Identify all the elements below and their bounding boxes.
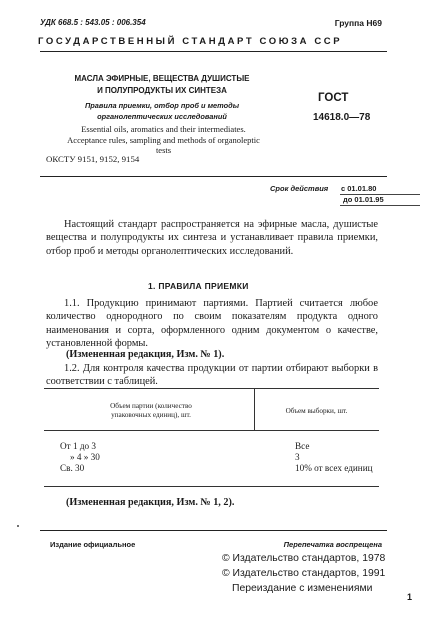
english-line-1: Essential oils, aromatics and their intermediates. bbox=[81, 124, 246, 134]
scan-mark bbox=[17, 525, 19, 527]
english-line-3: tests bbox=[155, 145, 172, 155]
table-header-rule bbox=[44, 430, 379, 431]
page-number: 1 bbox=[406, 592, 412, 602]
paragraph-1-2: 1.2. Для контроля качества продукции от партии отбирают выборки в соответствии с таблицей. bbox=[46, 363, 378, 388]
table-row-2-sample: 3 bbox=[295, 452, 300, 462]
document-subtitle bbox=[72, 100, 252, 122]
group-code: Группа Н69 bbox=[334, 18, 382, 28]
document-title bbox=[72, 73, 252, 97]
title-line-1: МАСЛА ЭФИРНЫЕ, ВЕЩЕСТВА ДУШИСТЫЕ bbox=[74, 74, 250, 83]
table-bottom-rule bbox=[44, 486, 379, 487]
udk-code: УДК 668.5 : 543.05 : 006.354 bbox=[40, 18, 146, 27]
table-header-lot-size bbox=[56, 402, 246, 420]
header-rule bbox=[40, 176, 387, 177]
gost-number: 14618.0—78 bbox=[313, 112, 371, 123]
standard-banner: ГОСУДАРСТВЕННЫЙ СТАНДАРТ СОЮЗА ССР bbox=[38, 36, 343, 47]
section-heading: 1. ПРАВИЛА ПРИЕМКИ bbox=[148, 281, 249, 291]
validity-from: с 01.01.80 bbox=[341, 184, 377, 193]
sampling-table bbox=[44, 388, 379, 487]
subtitle-line-1: Правила приемки, отбор проб и методы bbox=[84, 101, 240, 110]
table-row-3-lot: Св. 30 bbox=[60, 463, 85, 473]
okstu-code: ОКСТУ 9151, 9152, 9154 bbox=[46, 154, 140, 164]
intro-paragraph: Настоящий стандарт распространяется на эфирные масла, душистые вещества и полупродукты их синтеза и устанавливает правила приемки, отбор проб и методы органолептических исследований. bbox=[46, 219, 378, 257]
table-row-1-sample: Все bbox=[295, 441, 310, 451]
banner-rule bbox=[40, 51, 387, 52]
table-column-divider bbox=[254, 388, 255, 430]
header-lot-line-2: упаковочных единиц), шт. bbox=[111, 411, 191, 419]
table-row-1-lot: От 1 до 3 bbox=[60, 441, 96, 451]
validity-to: до 01.01.95 bbox=[343, 195, 384, 204]
table-header-sample-size: Объем выборки, шт. bbox=[285, 407, 348, 415]
header-lot-line-1: Объем партии (количество bbox=[110, 402, 192, 410]
title-line-2: И ПОЛУПРОДУКТЫ ИХ СИНТЕЗА bbox=[97, 86, 227, 95]
table-row-2-lot: » 4 » 30 bbox=[70, 452, 100, 462]
subtitle-line-2: органолептических исследований bbox=[97, 112, 227, 121]
reprint-prohibited-label: Перепечатка воспрещена bbox=[283, 540, 382, 549]
validity-label: Срок действия bbox=[270, 184, 329, 193]
paragraph-1-1: 1.1. Продукцию принимают партиями. Партией считается любое количество однородного по своим показателям продукта одного наименования и сорта, оформленного одним документом о качестве, установленной формы. bbox=[46, 298, 378, 350]
amendment-note-2: (Измененная редакция, Изм. № 1, 2). bbox=[66, 497, 235, 508]
copyright-1991: © Издательство стандартов, 1991 bbox=[222, 568, 386, 579]
validity-rule-2 bbox=[340, 205, 420, 206]
copyright-1978: © Издательство стандартов, 1978 bbox=[222, 553, 386, 564]
amendment-note-1: (Измененная редакция, Изм. № 1). bbox=[66, 349, 225, 360]
english-line-2: Acceptance rules, sampling and methods of organoleptic bbox=[67, 134, 260, 145]
reissue-note: Переиздание с изменениями bbox=[232, 583, 373, 594]
table-top-rule bbox=[44, 388, 379, 389]
table-row-3-sample: 10% от всех единиц bbox=[295, 463, 373, 473]
gost-label: ГОСТ bbox=[318, 92, 349, 104]
english-title bbox=[46, 124, 281, 156]
footer-rule bbox=[40, 530, 387, 531]
official-edition-label: Издание официальное bbox=[50, 540, 136, 549]
